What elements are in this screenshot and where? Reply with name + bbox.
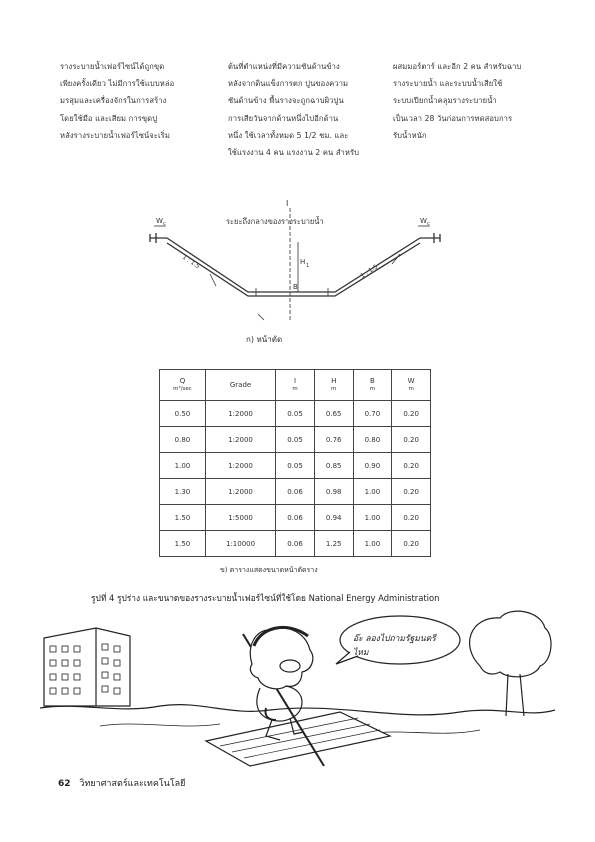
text-line: รางระบายน้ำเฟอร์ไซน์ได้ถูกขุด (60, 62, 165, 71)
table-cell: 0.20 (392, 505, 431, 531)
table-cell: 0.76 (314, 427, 353, 453)
table-row (160, 505, 431, 531)
text-line: หลังจากดินแข็งการตก ปูนของความ (228, 79, 349, 89)
table-cell: 0.05 (276, 401, 315, 427)
text-line: มรสุมและเครื่องจักรในการสร้าง (60, 96, 167, 106)
text-line: การเสียวันจากด้านหนึ่งไปอีกด้าน (228, 113, 339, 123)
table-header-cell: B m (353, 370, 392, 401)
diagram-label-w-left: W (156, 217, 163, 225)
page-number: 62 (58, 779, 71, 789)
diagram-label-h: H (300, 258, 306, 266)
table-cell: 0.65 (314, 401, 353, 427)
table-row (160, 479, 431, 505)
channel-size-table-container (159, 369, 431, 557)
diagram-label-w-right: W (420, 217, 427, 225)
table-cell: 1.30 (160, 479, 206, 505)
table-cell: 0.05 (276, 427, 315, 453)
table-cell: 0.20 (392, 531, 431, 557)
text-line: หนึ่ง ใช้เวลาทั้งหมด 5 1/2 ชม. และ (228, 130, 349, 140)
table-cell: 0.80 (160, 427, 206, 453)
table-cell: 1.00 (353, 505, 392, 531)
table-caption: ข) ตารางแสดงขนาดหน้าตัดราง (220, 566, 318, 574)
table-cell: 0.98 (314, 479, 353, 505)
table-cell: 1:2000 (205, 427, 275, 453)
diagram-label-h-sub: 1 (306, 263, 310, 269)
figure-caption: รูปที่ 4 รูปร่าง และขนาดของรางระบายน้ำเฟอร์ไซน์ที่ใช้โดย National Energy Administration (91, 593, 440, 603)
text-column-2 (228, 58, 376, 161)
text-line: ชันด้านข้าง พื้นรางจะถูกฉาบผิวปูน (228, 96, 344, 106)
diagram-label-slope-right: 1 : 1.5 (359, 263, 380, 280)
table-header-cell: W m (392, 370, 431, 401)
table-cell: 1.25 (314, 531, 353, 557)
text-column-3 (393, 58, 547, 144)
channel-cross-section-diagram (130, 196, 460, 356)
table-cell: 1:2000 (205, 401, 275, 427)
text-line: เพียงครั้งเดียว ไม่มีการใช้แบบหล่อ (60, 79, 175, 89)
table-row (160, 401, 431, 427)
cartoon-illustration (40, 606, 555, 771)
table-cell: 1.00 (353, 479, 392, 505)
text-line: หลังรางระบายน้ำเฟอร์ไซน์จะเริ่ม (60, 130, 170, 140)
speech-bubble-line: ไหม (353, 648, 369, 658)
speech-bubble-line: อ๊ะ ลองไปถามรัฐมนตรี (353, 634, 436, 644)
diagram-label-w-left-sub: c (163, 221, 166, 227)
table-header-cell: I m (276, 370, 315, 401)
table-cell: 1.50 (160, 505, 206, 531)
table-cell: 1:5000 (205, 505, 275, 531)
diagram-label-b: B (293, 283, 298, 291)
table-cell: 0.90 (353, 453, 392, 479)
page-footer (58, 776, 185, 790)
publication-name: วิทยาศาสตร์และเทคโนโลยี (79, 779, 186, 789)
table-cell: 0.20 (392, 479, 431, 505)
text-line: ระบบเปียกน้ำคลุมรางระบายน้ำ (393, 96, 497, 106)
table-header-cell: H m (314, 370, 353, 401)
diagram-label-center: ระยะถึงกลางของรางระบายน้ำ (226, 217, 324, 226)
table-cell: 1:10000 (205, 531, 275, 557)
text-column-1 (60, 58, 206, 144)
table-cell: 0.70 (353, 401, 392, 427)
table-cell: 0.20 (392, 427, 431, 453)
speech-bubble-text (353, 632, 443, 660)
table-cell: 1.00 (160, 453, 206, 479)
table-cell: 0.06 (276, 505, 315, 531)
table-cell: 0.50 (160, 401, 206, 427)
text-line: โดยใช้มือ และเสียม การขุดปู (60, 113, 158, 123)
table-row (160, 531, 431, 557)
table-cell: 0.20 (392, 453, 431, 479)
table-cell: 0.80 (353, 427, 392, 453)
table-cell: 0.06 (276, 479, 315, 505)
diagram-label-top: I (286, 199, 289, 208)
diagram-caption: ก) หน้าตัด (246, 335, 283, 344)
table-cell: 0.94 (314, 505, 353, 531)
table-cell: 1.00 (353, 531, 392, 557)
text-line: ต้นที่ตำแหน่งที่มีความชันด้านข้าง (228, 62, 340, 71)
text-line: ผสมมอร์ตาร์ และอีก 2 คน สำหรับฉาบ (393, 62, 522, 71)
table-cell: 0.85 (314, 453, 353, 479)
table-cell: 1.50 (160, 531, 206, 557)
table-header-cell: Q m³/sec (160, 370, 206, 401)
table-cell: 1:2000 (205, 453, 275, 479)
table-row (160, 427, 431, 453)
table-row (160, 453, 431, 479)
diagram-label-slope-left: 1 : 1.5 (180, 253, 201, 271)
table-header-cell: Grade (205, 370, 275, 401)
table-cell: 0.20 (392, 401, 431, 427)
text-line: เป็นเวลา 28 วันก่อนการทดสอบการ (393, 113, 513, 123)
text-line: รับน้ำหนัก (393, 130, 427, 140)
channel-size-table (159, 369, 431, 557)
table-cell: 0.06 (276, 531, 315, 557)
table-cell: 0.05 (276, 453, 315, 479)
table-header-row (160, 370, 431, 401)
text-line: ใช้แรงงาน 4 คน แรงงาน 2 คน สำหรับ (228, 148, 360, 158)
diagram-label-w-right-sub: c (427, 221, 430, 227)
table-cell: 1:2000 (205, 479, 275, 505)
text-line: รางระบายน้ำ และระบบน้ำเสียใช้ (393, 79, 503, 89)
